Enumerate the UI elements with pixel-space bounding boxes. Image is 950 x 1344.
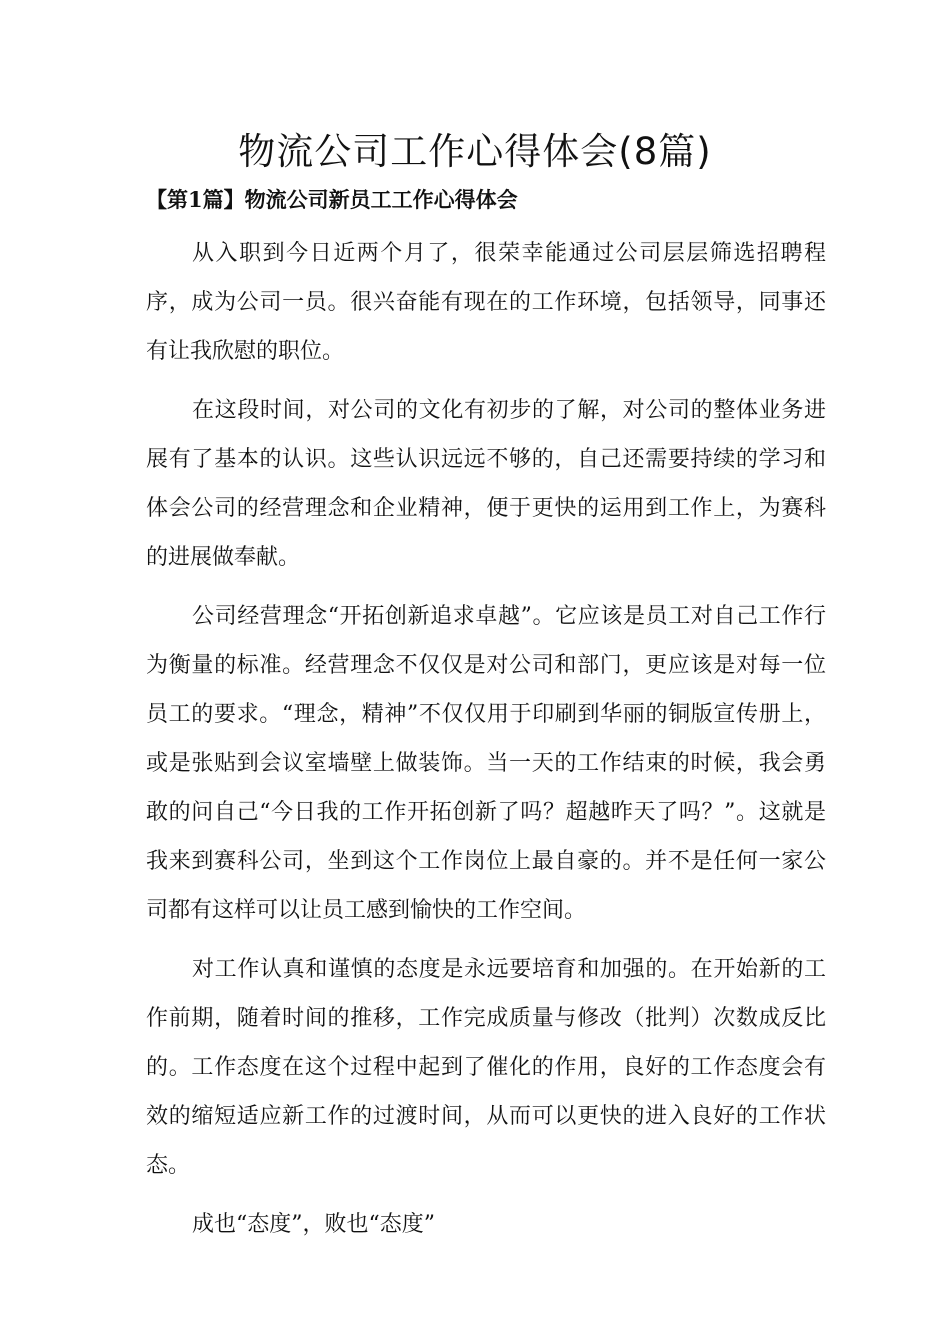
body-text	[146, 229, 826, 1259]
paragraph: 对工作认真和谨慎的态度是永远要培育和加强的。在开始新的工作前期，随着时间的推移，工作完成质量与修改（批判）次数成反比的。工作态度在这个过程中起到了催化的作用，良好的工作态度会有效的缩短适应新工作的过渡时间，从而可以更快的进入良好的工作状态。	[146, 957, 826, 1178]
paragraph: 成也“态度”，败也“态度”	[192, 1212, 435, 1237]
paragraph: 从入职到今日近两个月了，很荣幸能通过公司层层筛选招聘程序，成为公司一员。很兴奋能有现在的工作环境，包括领导，同事还有让我欣慰的职位。	[146, 241, 826, 364]
document-title: 物流公司工作心得体会(8篇)	[238, 130, 712, 173]
section-heading: 【第1篇】物流公司新员工工作心得体会	[146, 187, 518, 212]
paragraph: 公司经营理念“开拓创新追求卓越”。它应该是员工对自己工作行为衡量的标准。经营理念不仅仅是对公司和部门，更应该是对每一位员工的要求。“理念，精神”不仅仅用于印刷到华丽的铜版宣传册上，或是张贴到会议室墙壁上做装饰。当一天的工作结束的时候，我会勇敢的问自己“今日我的工作开拓创新了吗？超越昨天了吗？”。这就是我来到赛科公司，坐到这个工作岗位上最自豪的。并不是任何一家公司都有这样可以让员工感到愉快的工作空间。	[146, 604, 826, 923]
paragraph: 在这段时间，对公司的文化有初步的了解，对公司的整体业务进展有了基本的认识。这些认识远远不够的，自己还需要持续的学习和体会公司的经营理念和企业精神，便于更快的运用到工作上，为赛科的进展做奉献。	[146, 398, 826, 570]
